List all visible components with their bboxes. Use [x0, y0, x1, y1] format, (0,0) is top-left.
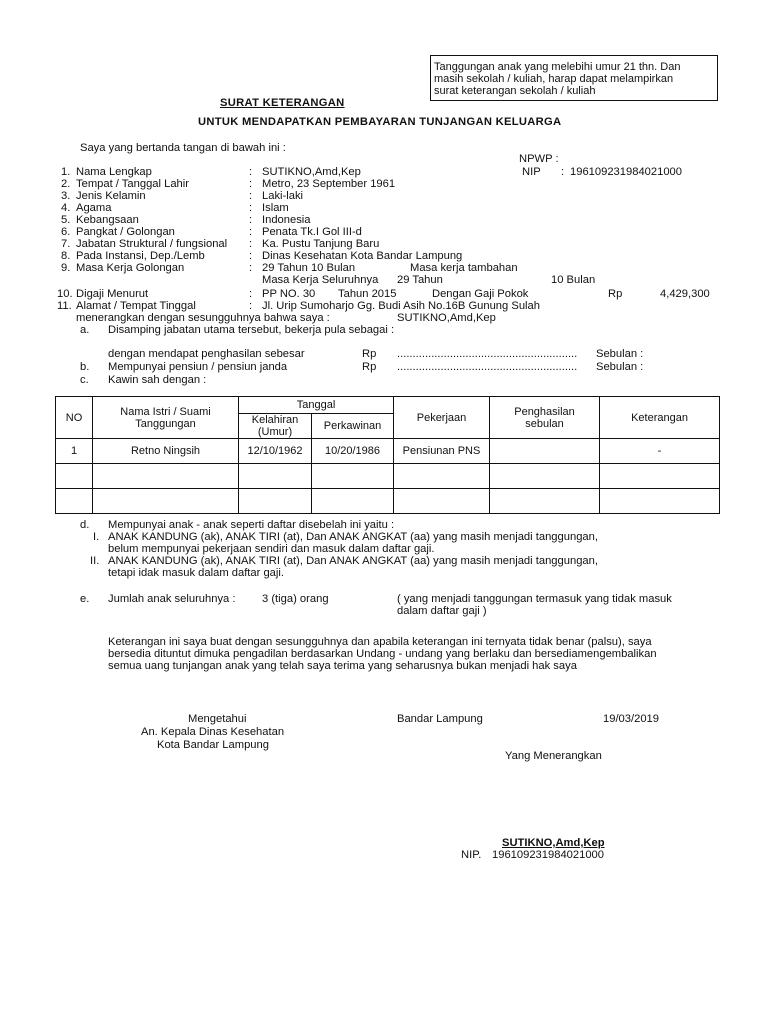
cell-nama — [93, 489, 239, 514]
cell-penghasilan — [490, 489, 600, 514]
field-value: 29 Tahun 10 Bulan — [262, 262, 356, 274]
cell-kelahiran — [239, 489, 312, 514]
item-d-i-line2: belum mempunyai pekerjaan sendiri dan masuk dalam daftar gaji. — [108, 543, 435, 555]
note-box — [430, 55, 718, 101]
cell-perkawinan — [312, 489, 394, 514]
note-line-2: masih sekolah / kuliah, harap dapat melampirkan — [434, 73, 674, 85]
field-value: Indonesia — [262, 214, 311, 226]
field-value: Laki-laki — [262, 190, 304, 202]
mengetahui-label: Mengetahui — [188, 713, 247, 725]
item-a-text: Disamping jabatan utama tersebut, bekerja pula sebagai : — [108, 324, 395, 336]
field-label: Alamat / Tempat Tinggal — [76, 300, 196, 312]
signer-nip-label: NIP. — [461, 849, 482, 861]
cell-kelahiran — [239, 464, 312, 489]
nip-colon: : — [561, 166, 565, 178]
cell-keterangan — [600, 489, 720, 514]
header-nama — [93, 397, 239, 439]
header-penghasilan — [490, 397, 600, 439]
cell-perkawinan: 10/20/1986 — [312, 439, 394, 464]
field-colon: : — [249, 190, 253, 202]
cell-no: 1 — [56, 439, 93, 464]
field-num: 5. — [61, 214, 71, 226]
item-d-ii-line1: ANAK KANDUNG (ak), ANAK TIRI (at), Dan ANAK ANGKAT (aa) yang masih menjadi tanggungan, — [108, 555, 598, 567]
item-a-letter: a. — [80, 324, 90, 336]
cell-perkawinan — [312, 464, 394, 489]
field-label: Pangkat / Golongan — [76, 226, 175, 238]
header-perkawinan: Perkawinan — [312, 414, 394, 439]
field-colon: : — [249, 250, 253, 262]
currency-label: Rp — [608, 288, 623, 300]
cell-nama: Retno Ningsih — [93, 439, 239, 464]
kota-label: Kota Bandar Lampung — [157, 739, 269, 751]
header-kelahiran-line1: Kelahiran — [251, 414, 299, 426]
penghasilan-text: dengan mendapat penghasilan sebesar — [108, 348, 305, 360]
item-e-value: 3 (tiga) orang — [262, 593, 329, 605]
field-colon: : — [249, 214, 253, 226]
item-e-note-line2: dalam daftar gaji ) — [397, 605, 487, 617]
masa-kerja-bulan: 10 Bulan — [551, 274, 596, 286]
item-e-letter: e. — [80, 593, 90, 605]
spouse-table — [55, 396, 720, 514]
header-nama-line1: Nama Istri / Suami — [120, 405, 211, 418]
salary-label: Dengan Gaji Pokok — [432, 288, 529, 300]
item-d-i-line1: ANAK KANDUNG (ak), ANAK TIRI (at), Dan ANAK ANGKAT (aa) yang masih menjadi tanggungan, — [108, 531, 598, 543]
table-row — [56, 464, 720, 489]
field-value: Dinas Kesehatan Kota Bandar Lampung — [262, 250, 463, 262]
field-num: 10. — [57, 288, 73, 300]
field-colon: : — [249, 288, 253, 300]
field-label: Kebangsaan — [76, 214, 139, 226]
field-value: SUTIKNO,Amd,Kep — [262, 166, 361, 178]
masa-kerja-tambahan: Masa kerja tambahan — [410, 262, 518, 274]
nip-label: NIP — [522, 166, 541, 178]
field-label: Nama Lengkap — [76, 166, 152, 178]
statement-line-1: Keterangan ini saya buat dengan sesungguhnya dan apabila keterangan ini ternyata tidak benar (palsu), saya — [108, 636, 652, 648]
item-b-suffix: Sebulan : — [596, 361, 644, 373]
document-title: SURAT KETERANGAN — [220, 97, 345, 109]
header-no: NO — [56, 397, 93, 439]
item-e-text: Jumlah anak seluruhnya : — [108, 593, 236, 605]
field-num: 4. — [61, 202, 71, 214]
field-label: Masa Kerja Golongan — [76, 262, 185, 274]
masa-kerja-seluruhnya-label: Masa Kerja Seluruhnya — [262, 274, 379, 286]
field-colon: : — [249, 238, 253, 250]
item-e-note-line1: ( yang menjadi tanggungan termasuk yang tidak masuk — [397, 593, 672, 605]
item-b-text: Mempunyai pensiun / pensiun janda — [108, 361, 288, 373]
item-c-letter: c. — [80, 374, 89, 386]
cell-kelahiran: 12/10/1962 — [239, 439, 312, 464]
cell-keterangan: - — [600, 439, 720, 464]
cell-nama — [93, 464, 239, 489]
header-keterangan: Keterangan — [600, 397, 720, 439]
cell-keterangan — [600, 464, 720, 489]
field-label: Pada Instansi, Dep./Lemb — [76, 250, 205, 262]
date-label: 19/03/2019 — [603, 713, 659, 725]
signer-nip: 196109231984021000 — [492, 849, 604, 861]
item-d-ii-roman: II. — [90, 555, 100, 567]
item-b-letter: b. — [80, 361, 90, 373]
cell-no — [56, 489, 93, 514]
cell-no — [56, 464, 93, 489]
an-kepala-label: An. Kepala Dinas Kesehatan — [141, 726, 285, 738]
masa-kerja-seluruhnya-value: 29 Tahun — [397, 274, 443, 286]
item-d-i-roman: I. — [93, 531, 100, 543]
intro-text: Saya yang bertanda tangan di bawah ini : — [80, 142, 286, 154]
menerangkan-text: menerangkan dengan sesungguhnya bahwa saya : — [76, 312, 330, 324]
field-value: Islam — [262, 202, 289, 214]
field-label: Jabatan Struktural / fungsional — [76, 238, 228, 250]
field-label: Digaji Menurut — [76, 288, 149, 300]
header-pekerjaan: Pekerjaan — [394, 397, 490, 439]
field-num: 2. — [61, 178, 71, 190]
cell-penghasilan — [490, 439, 600, 464]
note-line-3: surat keterangan sekolah / kuliah — [434, 85, 596, 97]
field-num: 1. — [61, 166, 71, 178]
cell-pekerjaan — [394, 489, 490, 514]
field-num: 8. — [61, 250, 71, 262]
field-colon: : — [249, 226, 253, 238]
npwp-label: NPWP : — [519, 153, 559, 165]
field-num: 3. — [61, 190, 71, 202]
header-kelahiran — [239, 414, 312, 439]
field-label: Agama — [76, 202, 112, 214]
table-row — [56, 439, 720, 464]
penghasilan-rp: Rp — [362, 348, 377, 360]
field-value: Ka. Pustu Tanjung Baru — [262, 238, 380, 250]
place-label: Bandar Lampung — [397, 713, 483, 725]
item-d-ii-line2: tetapi idak masuk dalam daftar gaji. — [108, 567, 284, 579]
header-kelahiran-line2: (Umur) — [257, 426, 293, 438]
penghasilan-dots: .......................................................... — [397, 348, 578, 360]
item-b-dots: .......................................................... — [397, 361, 578, 373]
penghasilan-suffix: Sebulan : — [596, 348, 644, 360]
field-value: Penata Tk.I Gol III-d — [262, 226, 362, 238]
salary-year: Tahun 2015 — [338, 288, 397, 300]
header-penghasilan-line2: sebulan — [525, 417, 564, 430]
cell-penghasilan — [490, 464, 600, 489]
field-num: 11. — [57, 300, 72, 312]
field-value: PP NO. 30 — [262, 288, 316, 300]
field-colon: : — [249, 300, 253, 312]
field-label: Tempat / Tanggal Lahir — [76, 178, 189, 190]
field-num: 9. — [61, 262, 71, 274]
item-c-text: Kawin sah dengan : — [108, 374, 207, 386]
field-value: Jl. Urip Sumoharjo Gg. Budi Asih No.16B Gunung Sulah — [262, 300, 540, 312]
field-colon: : — [249, 262, 253, 274]
field-num: 7. — [61, 238, 71, 250]
header-nama-line2: Tanggungan — [135, 417, 196, 430]
salary-amount: 4,429,300 — [660, 288, 710, 300]
document-subtitle: UNTUK MENDAPATKAN PEMBAYARAN TUNJANGAN KELUARGA — [198, 116, 562, 128]
field-num: 6. — [61, 226, 71, 238]
note-line-1: Tanggungan anak yang melebihi umur 21 thn. Dan — [434, 61, 681, 73]
item-b-rp: Rp — [362, 361, 377, 373]
field-value: Metro, 23 September 1961 — [262, 178, 396, 190]
cell-pekerjaan — [394, 464, 490, 489]
statement-line-2: bersedia dituntut dimuka pengadilan berdasarkan Undang - undang yang berlaku dan bersediamengembalikan — [108, 648, 657, 660]
item-d-letter: d. — [80, 519, 90, 531]
table-header-row — [56, 397, 720, 414]
table-row — [56, 489, 720, 514]
field-label: Jenis Kelamin — [76, 190, 146, 202]
cell-pekerjaan: Pensiunan PNS — [394, 439, 490, 464]
field-colon: : — [249, 178, 253, 190]
header-tanggal: Tanggal — [239, 397, 394, 414]
yang-menerangkan-label: Yang Menerangkan — [505, 750, 602, 762]
item-d-text: Mempunyai anak - anak seperti daftar disebelah ini yaitu : — [108, 519, 395, 531]
field-colon: : — [249, 202, 253, 214]
nip-value: 196109231984021000 — [570, 166, 682, 178]
header-penghasilan-line1: Penghasilan — [514, 405, 575, 418]
menerangkan-name: SUTIKNO,Amd,Kep — [397, 312, 496, 324]
signer-name: SUTIKNO,Amd,Kep — [502, 837, 605, 849]
field-colon: : — [249, 166, 253, 178]
statement-line-3: semua uang tunjangan anak yang telah saya terima yang seharusnya bukan menjadi hak saya — [108, 660, 577, 672]
